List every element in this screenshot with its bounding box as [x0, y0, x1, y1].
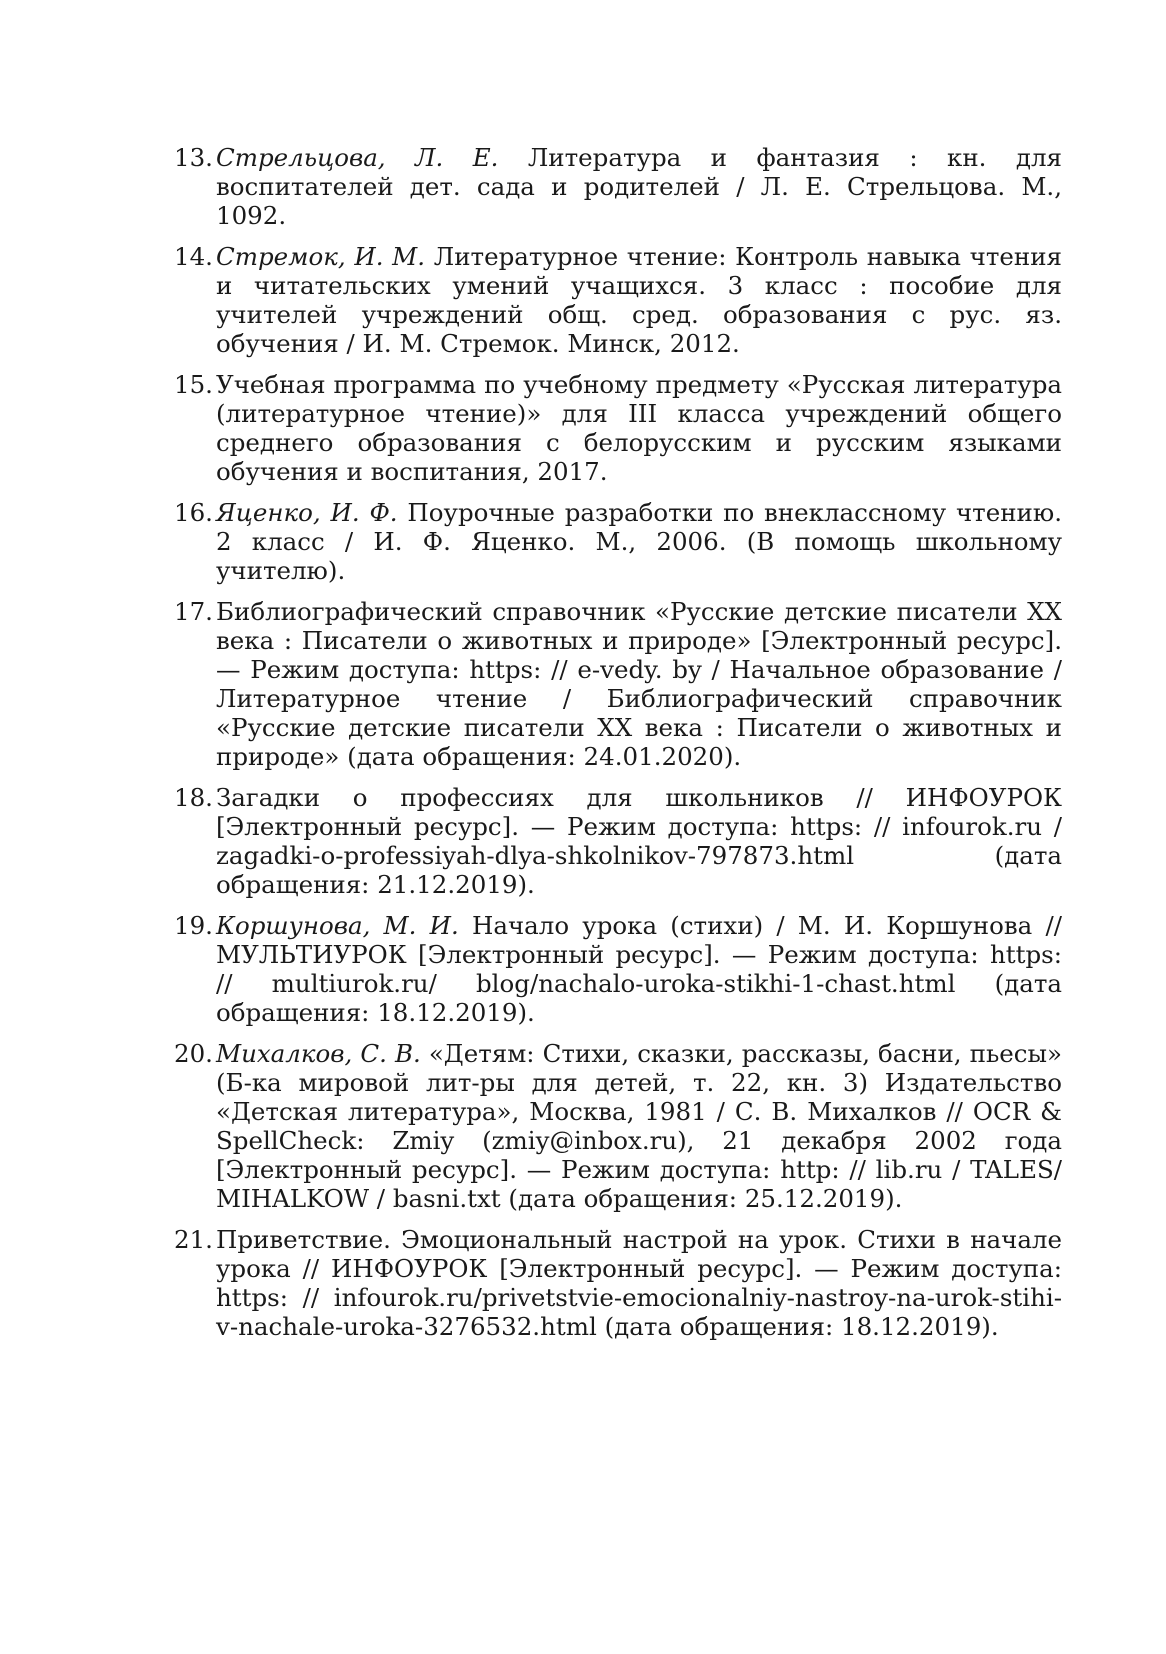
reference-item [174, 911, 1062, 1027]
reference-text: Загадки о профессиях для школьников // ИНФОУРОК [Электронный ресурс]. — Режим доступа: https: // infourok.ru / zagadki-o-professiyah-dlya-shkolnikov-797873.html (дата обращения: 21.12.2019). [216, 783, 1062, 899]
reference-number: 16. [174, 498, 213, 527]
reference-author: Яценко, И. Ф. [216, 498, 398, 527]
reference-number: 18. [174, 783, 213, 812]
reference-number: 21. [174, 1225, 213, 1254]
reference-item [174, 242, 1062, 358]
reference-text: Литературное чтение: Контроль навыка чтения и читательских умений учащихся. 3 класс : пособие для учителей учреждений общ. сред. образования с рус. яз. обучения / И. М. Стремок. Минск, 2012. [216, 242, 1062, 358]
reference-text: Учебная программа по учебному предмету «Русская литература (литературное чтение)» для III класса учреждений общего среднего образования с белорусским и русским языками обучения и воспитания, 2017. [216, 370, 1062, 486]
reference-body [216, 370, 1062, 486]
reference-number: 17. [174, 597, 213, 626]
reference-body [216, 783, 1062, 899]
reference-body [216, 498, 1062, 585]
reference-text: Библиографический справочник «Русские детские писатели XX века : Писатели о животных и природе» [Электронный ресурс]. — Режим доступа: https: // e-vedy. by / Начальное образование / Литературное чтение / Библиографический справочник «Русские детские писатели XX века : Писатели о животных и природе» (дата обращения: 24.01.2020). [216, 597, 1062, 771]
reference-body [216, 911, 1062, 1027]
reference-text: Поурочные разработки по внеклассному чтению. 2 класс / И. Ф. Яценко. М., 2006. (В помощь школьному учителю). [216, 498, 1062, 585]
reference-text: «Детям: Стихи, сказки, рассказы, басни, пьесы» (Б-ка мировой лит-ры для детей, т. 22, кн. 3) Издательство «Детская литература», Москва, 1981 / С. В. Михалков // OCR & SpellCheck: Zmiy (zmiy@inbox.ru), 21 декабря 2002 года [Электронный ресурс]. — Режим доступа: http: // lib.ru / TALES/ MIHALKOW / basni.txt (дата обращения: 25.12.2019). [216, 1039, 1062, 1213]
reference-text: Литература и фантазия : кн. для воспитателей дет. сада и родителей / Л. Е. Стрельцова. М., 1092. [216, 143, 1062, 230]
reference-item [174, 370, 1062, 486]
reference-item [174, 498, 1062, 585]
reference-body [216, 597, 1062, 771]
reference-item [174, 783, 1062, 899]
reference-item [174, 143, 1062, 230]
reference-author: Стремок, И. М. [216, 242, 426, 271]
reference-body [216, 1039, 1062, 1213]
reference-list [174, 143, 1062, 1353]
reference-body [216, 143, 1062, 230]
reference-author: Коршунова, М. И. [216, 911, 459, 940]
reference-text: Начало урока (стихи) / М. И. Коршунова // МУЛЬТИУРОК [Электронный ресурс]. — Режим доступа: https: // multiurok.ru/ blog/nachalo-uroka-stikhi-1-chast.html (дата обращения: 18.12.2019). [216, 911, 1062, 1027]
reference-number: 20. [174, 1039, 213, 1068]
reference-body [216, 242, 1062, 358]
reference-item [174, 1039, 1062, 1213]
reference-number: 13. [174, 143, 213, 172]
reference-number: 19. [174, 911, 213, 940]
reference-item [174, 1225, 1062, 1341]
reference-author: Стрельцова, Л. Е. [216, 143, 499, 172]
reference-number: 15. [174, 370, 213, 399]
reference-item [174, 597, 1062, 771]
reference-number: 14. [174, 242, 213, 271]
reference-author: Михалков, С. В. [216, 1039, 421, 1068]
reference-text: Приветствие. Эмоциональный настрой на урок. Стихи в начале урока // ИНФОУРОК [Электронный ресурс]. — Режим доступа: https: // infourok.ru/privetstvie-emocionalniy-nastroy-na-urok-stihi-v-nachale-uroka-3276532.html (дата обращения: 18.12.2019). [216, 1225, 1062, 1341]
reference-body [216, 1225, 1062, 1341]
